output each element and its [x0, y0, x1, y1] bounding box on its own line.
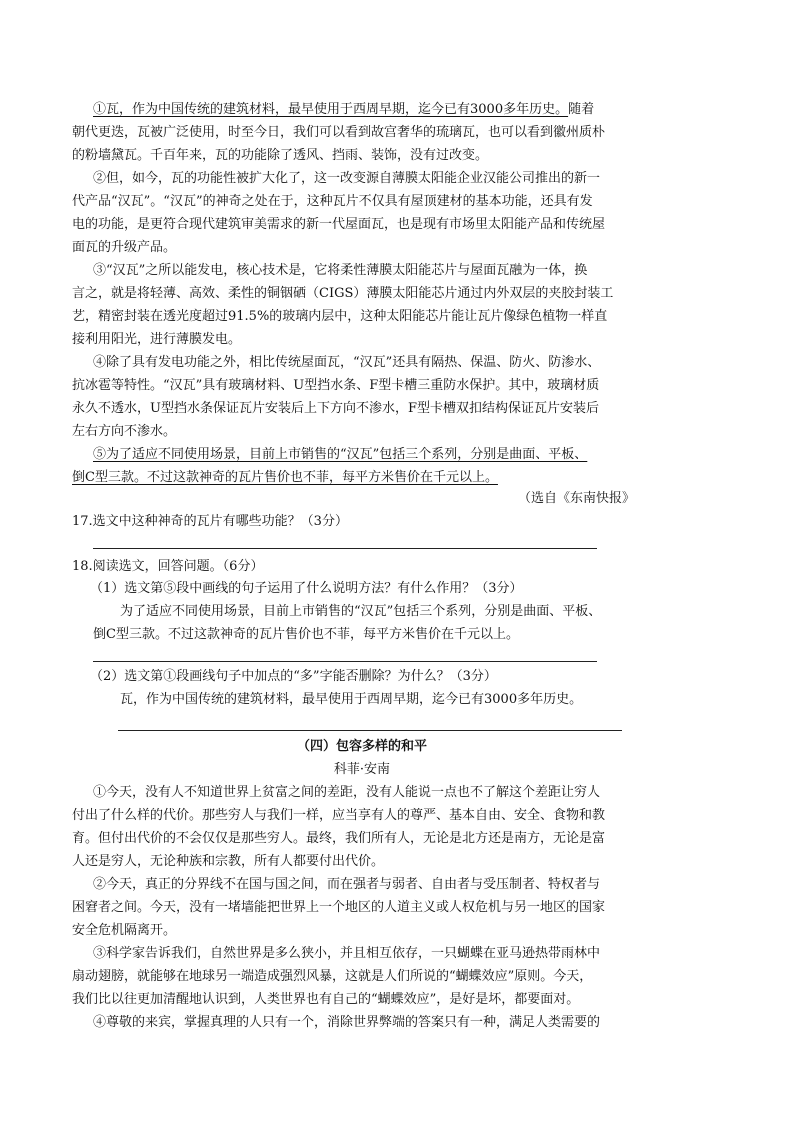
paragraph-2-line-4: 面瓦的升级产品。	[72, 240, 177, 255]
paragraph-4-line-1: ④除了具有发电功能之外，相比传统屋面瓦，“汉瓦”还具有隔热、保温、防火、防渗水、	[93, 355, 601, 370]
underlined-sentence: ①瓦，作为中国传统的建筑材料，最早使用于西周早期，迄今已有3000多年历史。	[93, 102, 569, 117]
passage-2-paragraph-3-line-3: 我们比以往更加清醒地认识到，人类世界也有自己的“蝴蝶效应”，是好是坏，都要面对。	[72, 992, 580, 1007]
question-18-1-quote-line-1: 为了适应不同使用场景，目前上市销售的“汉瓦”包括三个系列，分别是曲面、平板、	[120, 604, 602, 619]
paragraph-2-line-2: 代产品“汉瓦”。“汉瓦”的神奇之处在于，这种瓦片不仅具有屋顶建材的基本功能，还具有发	[72, 194, 593, 209]
passage-2-title: （四）包容多样的和平	[296, 739, 427, 754]
paragraph-3-line-1: ③“汉瓦”之所以能发电，核心技术是，它将柔性薄膜太阳能芯片与屋面瓦融为一体，换	[93, 263, 588, 278]
passage-2-paragraph-3-line-1: ③科学家告诉我们，自然世界是多么狭小，并且相互依存，一只蝴蝶在亚马逊热带雨林中	[93, 946, 601, 961]
paragraph-4-line-4: 左右方向不渗水。	[72, 424, 177, 439]
paragraph-3-line-2: 言之，就是将轻薄、高效、柔性的铜铟硒（CIGS）薄膜太阳能芯片通过内外双层的夹胶封装工	[72, 286, 614, 301]
question-18: 18.阅读选文，回答问题。（6分）	[72, 559, 264, 574]
passage-2-paragraph-1-line-3: 育。但付出代价的不会仅仅是那些穷人。最终，我们所有人，无论是北方还是南方，无论是富	[72, 831, 606, 846]
passage-2-paragraph-1-line-4: 人还是穷人，无论种族和宗教，所有人都要付出代价。	[72, 854, 385, 869]
paragraph-3-line-3: 艺，精密封装在透光度超过91.5%的玻璃内层中，这种太阳能芯片能让瓦片像绿色植物一样直	[72, 309, 608, 324]
paragraph-5-line-1: ⑤为了适应不同使用场景，目前上市销售的“汉瓦”包括三个系列，分别是曲面、平板、	[93, 447, 588, 462]
question-18-1: （1）选文第⑤段中画线的句子运用了什么说明方法？有什么作用？（3分）	[90, 581, 523, 596]
answer-line-18-2	[118, 730, 622, 731]
passage-2-paragraph-1-line-2: 付出了什么样的代价。那些穷人与我们一样，应当享有人的尊严、基本自由、安全、食物和教	[72, 808, 606, 823]
question-18-1-quote-line-2: 倒C型三款。不过这款神奇的瓦片售价也不菲，每平方米售价在千元以上。	[93, 627, 519, 642]
paragraph-3-line-4: 接利用阳光，进行薄膜发电。	[72, 332, 242, 347]
question-17: 17.选文中这种神奇的瓦片有哪些功能？（3分）	[72, 514, 348, 529]
passage-2-paragraph-2-line-1: ②今天，真正的分界线不在国与国之间，而在强者与弱者、自由者与受压制者、特权者与	[93, 877, 601, 892]
paragraph-5-line-2: 倒C型三款。不过这款神奇的瓦片售价也不菲，每平方米售价在千元以上。	[72, 470, 498, 485]
passage-2-paragraph-3-line-2: 扇动翅膀，就能够在地球另一端造成强烈风暴，这就是人们所说的“蝴蝶效应”原则。今天，	[72, 969, 593, 984]
answer-line-18-1	[93, 661, 597, 662]
source-citation: （选自《东南快报》	[518, 491, 636, 506]
passage-2-paragraph-2-line-2: 困窘者之间。今天，没有一堵墙能把世界上一个地区的人道主义或人权危机与另一地区的国家	[72, 900, 606, 915]
passage-2-paragraph-2-line-3: 安全危机隔离开。	[72, 923, 177, 938]
paragraph-2-line-3: 电的功能，是更符合现代建筑审美需求的新一代屋面瓦，也是现有市场里太阳能产品和传统屋	[72, 217, 606, 232]
question-18-2: （2）选文第①段画线句子中加点的“多”字能否删除？为什么？（3分）	[90, 669, 497, 684]
paragraph-1-line-3: 的粉墙黛瓦。千百年来，瓦的功能除了透风、挡雨、装饰，没有过改变。	[72, 148, 489, 163]
paragraph-4-line-2: 抗冰雹等特性。“汉瓦”具有玻璃材料、U型挡水条、F型卡槽三重防水保护。其中，玻璃材质	[72, 378, 600, 393]
paragraph-4-line-3: 永久不透水，U型挡水条保证瓦片安装后上下方向不渗水，F型卡槽双扣结构保证瓦片安装后	[72, 401, 599, 416]
paragraph-2-line-1: ②但，如今，瓦的功能性被扩大化了，这一改变源自薄膜太阳能企业汉能公司推出的新一	[93, 171, 601, 186]
passage-2-paragraph-1-line-1: ①今天，没有人不知道世界上贫富之间的差距，没有人能说一点也不了解这个差距让穷人	[93, 785, 601, 800]
paragraph-1-line-2: 朝代更迭，瓦被广泛使用，时至今日，我们可以看到故宫奢华的琉璃瓦，也可以看到徽州质朴	[72, 125, 606, 140]
answer-line-17	[93, 548, 597, 549]
passage-2-author: 科菲·安南	[333, 762, 391, 777]
paragraph-1-line-1: ①瓦，作为中国传统的建筑材料，最早使用于西周早期，迄今已有3000多年历史。随着	[93, 102, 595, 117]
question-18-2-quote: 瓦，作为中国传统的建筑材料，最早使用于西周早期，迄今已有3000多年历史。	[120, 692, 583, 707]
passage-2-paragraph-4-line-1: ④尊敬的来宾，掌握真理的人只有一个，消除世界弊端的答案只有一种，满足人类需要的	[93, 1015, 601, 1030]
